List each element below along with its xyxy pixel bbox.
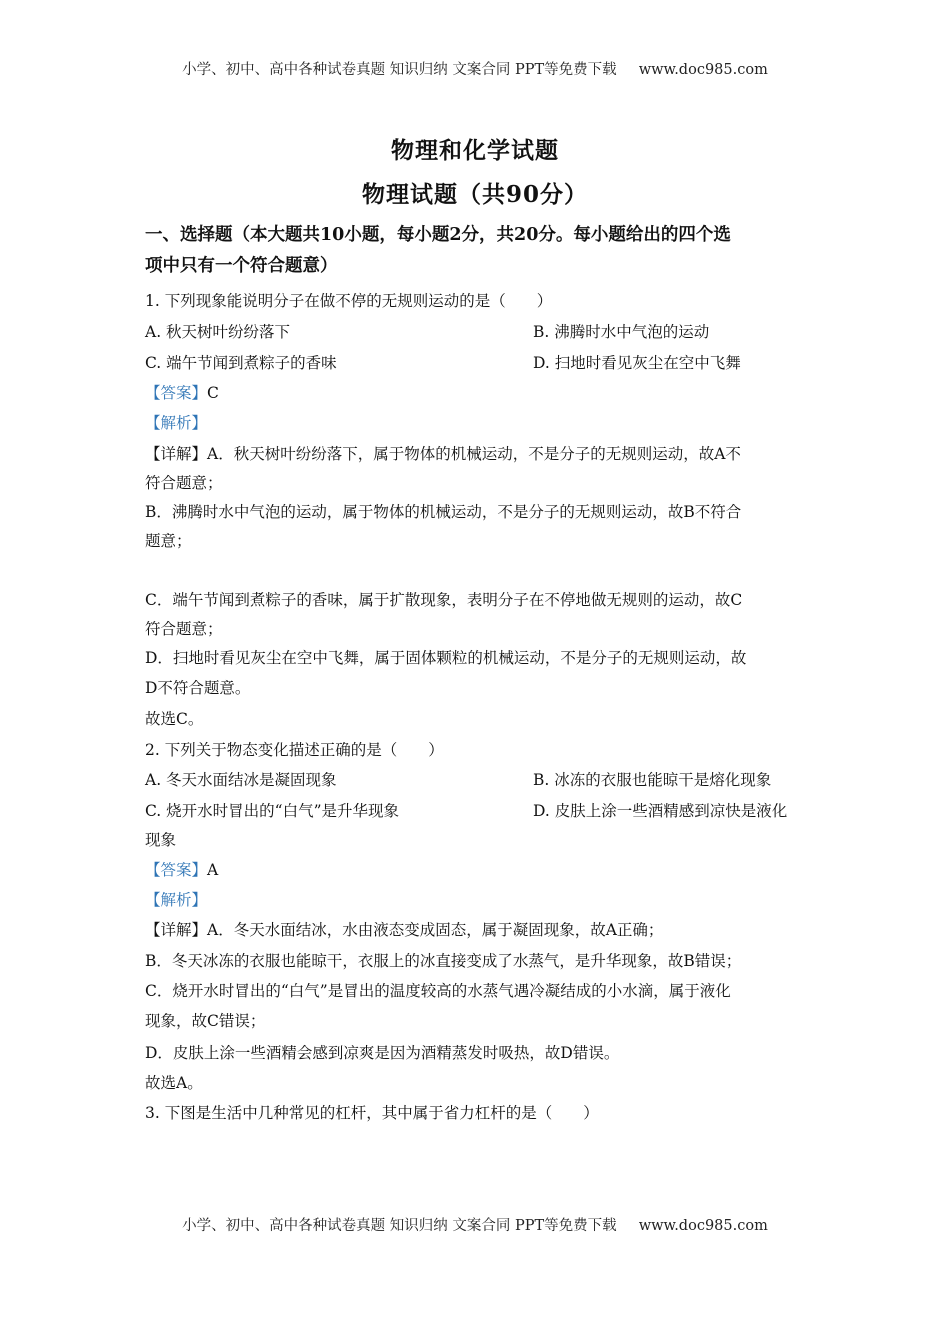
footer-text: 小学、初中、高中各种试卷真题 知识归纳 文案合同 PPT等免费下载 <box>182 1218 617 1234</box>
section-heading-line2: 项中只有一个符合题意） <box>145 256 338 276</box>
q2-answer <box>145 858 218 880</box>
page-footer <box>0 1214 950 1235</box>
q2-conclusion: 故选A。 <box>145 1074 203 1092</box>
q2-answer-tag: 【答案】 <box>145 861 208 879</box>
page-subtitle: 物理试题（共90分） <box>361 181 588 208</box>
q1-conclusion: 故选C。 <box>145 710 204 728</box>
q2-detail-1 <box>145 918 663 940</box>
q1-option-d: D. 扫地时看见灰尘在空中飞舞 <box>533 354 741 372</box>
q2-detail-2: B．冬天冰冻的衣服也能晾干，衣服上的冰直接变成了水蒸气，是升华现象，故B错误； <box>145 952 742 970</box>
q1-detail-1a: A．秋天树叶纷纷落下，属于物体的机械运动，不是分子的无规则运动，故A不 <box>207 445 741 463</box>
q1-detail-3b: 符合题意； <box>145 620 223 638</box>
q1-answer <box>145 381 219 403</box>
q2-detail-3b: 现象，故C错误； <box>145 1012 266 1030</box>
q1-analysis-tag: 【解析】 <box>145 414 208 432</box>
q1-detail-4a: D．扫地时看见灰尘在空中飞舞，属于固体颗粒的机械运动，不是分子的无规则运动，故 <box>145 649 747 667</box>
q1-detail-1b: 符合题意； <box>145 474 223 492</box>
q3-stem: 3. 下图是生活中几种常见的杠杆，其中属于省力杠杆的是（ ） <box>145 1104 599 1122</box>
q1-detail-2b: 题意； <box>145 532 192 550</box>
q1-detail-2a: B．沸腾时水中气泡的运动，属于物体的机械运动，不是分子的无规则运动，故B不符合 <box>145 503 742 521</box>
section-heading <box>145 220 805 282</box>
q1-answer-value: C <box>207 384 219 402</box>
page-header <box>0 58 950 79</box>
page-title: 物理和化学试题 <box>391 137 559 164</box>
q2-option-a: A. 冬天水面结冰是凝固现象 <box>145 771 337 789</box>
q1-detail-1 <box>145 442 741 464</box>
q2-answer-value: A <box>207 861 219 879</box>
q1-detail-4b: D不符合题意。 <box>145 679 251 697</box>
q2-detail-3a: C．烧开水时冒出的“白气”是冒出的温度较高的水蒸气遇冷凝结成的小水滴，属于液化 <box>145 982 731 1000</box>
q1-answer-tag: 【答案】 <box>145 384 208 402</box>
header-url[interactable]: www.doc985.com <box>638 62 768 78</box>
q2-option-d-cont: 现象 <box>145 831 177 849</box>
q2-option-d: D. 皮肤上涂一些酒精感到凉快是液化 <box>533 802 788 820</box>
section-heading-line1: 一、选择题（本大题共10小题，每小题2分，共20分。每小题给出的四个选 <box>145 225 731 245</box>
q2-detail-4: D．皮肤上涂一些酒精会感到凉爽是因为酒精蒸发时吸热，故D错误。 <box>145 1044 620 1062</box>
q2-analysis-tag: 【解析】 <box>145 891 208 909</box>
q2-detail-1-text: A．冬天水面结冰，水由液态变成固态，属于凝固现象，故A正确； <box>207 921 664 939</box>
q2-option-b: B. 冰冻的衣服也能晾干是熔化现象 <box>533 771 772 789</box>
q2-detail-tag: 【详解】 <box>145 921 208 939</box>
header-text: 小学、初中、高中各种试卷真题 知识归纳 文案合同 PPT等免费下载 <box>182 62 617 78</box>
q1-stem: 1. 下列现象能说明分子在做不停的无规则运动的是（ ） <box>145 292 553 310</box>
footer-url[interactable]: www.doc985.com <box>638 1218 768 1234</box>
q2-option-c: C. 烧开水时冒出的“白气”是升华现象 <box>145 802 400 820</box>
q1-option-c: C. 端午节闻到煮粽子的香味 <box>145 354 337 372</box>
q1-option-b: B. 沸腾时水中气泡的运动 <box>533 323 710 341</box>
q1-detail-3a: C．端午节闻到煮粽子的香味，属于扩散现象，表明分子在不停地做无规则的运动，故C <box>145 591 743 609</box>
q2-stem: 2. 下列关于物态变化描述正确的是（ ） <box>145 741 444 759</box>
q1-option-a: A. 秋天树叶纷纷落下 <box>145 323 291 341</box>
q1-detail-tag: 【详解】 <box>145 445 208 463</box>
